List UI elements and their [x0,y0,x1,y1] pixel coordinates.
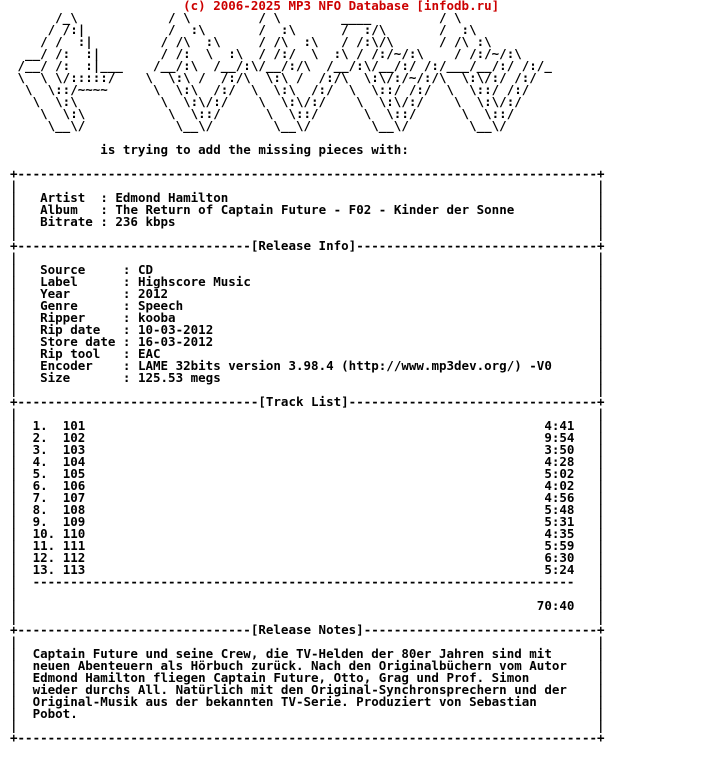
top-border: +-----------------------------------------------------------------------------+ [10,166,605,181]
track-list-header-label: [Track List] [258,394,349,409]
track-number: 9. [32,514,48,529]
notes-text: Original-Musik aus der bekannten TV-Serie. Produziert von Sebastian [32,694,537,709]
album-row-label: Album [40,202,78,217]
release-notes-header-label: [Release Notes] [250,622,364,637]
ascii-logo-text: / / :| / /\ :\ / /\ :\ / /:\/\ / /\ :\ [10,34,492,49]
track-number: 3. [32,442,48,457]
info-row: | Size : 125.53 megs | [10,370,605,385]
track-time: 5:02 [544,466,575,481]
notes-line: | Original-Musik aus der bekannten TV-Serie. Produziert von Sebastian | [10,694,605,709]
track-row: | 13. 113 5:24 | [10,562,605,577]
track-total-row: | 70:40 | [10,598,605,613]
blank-line: | | [10,406,605,421]
track-number: 1. [32,418,48,433]
track-title: 104 [62,454,86,469]
track-row: | 3. 103 3:50 | [10,442,605,457]
info-row-label: Encoder [40,358,93,373]
bottom-border: +-----------------------------------------------------------------------------+ [10,730,605,745]
track-title: 108 [62,502,86,517]
track-time: 4:28 [544,454,575,469]
track-time: 5:48 [544,502,575,517]
info-row: | Genre : Speech | [10,298,605,313]
track-row: | 9. 109 5:31 | [10,514,605,529]
ascii-logo-text: / /:| / :\ / :\ / :/\ / :\ [10,22,477,37]
track-time: 4:35 [544,526,575,541]
track-number: 13. [32,562,56,577]
track-title: 101 [62,418,86,433]
blank-line: | | [10,718,605,733]
notes-text: wieder durchs All. Natürlich mit den Original-Synchronsprechern und der [32,682,567,697]
blank-line: | | [10,586,605,601]
info-row-label: Label [40,274,78,289]
info-row: | Encoder : LAME 32bits version 3.98.4 (http://www.mp3dev.org/) -V0 | [10,358,605,373]
info-row: | Rip tool : EAC | [10,346,605,361]
track-title: 105 [62,466,86,481]
track-title: 102 [62,430,86,445]
artist-row: | Artist : Edmond Hamilton | [10,190,605,205]
header-credit: (c) 2006-2025 MP3 NFO Database [infodb.ru] [183,0,500,13]
blank-line: | | [10,610,605,625]
info-row-label: Source [40,262,86,277]
track-number: 11. [32,538,56,553]
total-time: 70:40 [536,598,575,613]
ascii-logo-text: \__\/ \__\/ \__\/ \__\/ \__\/ [10,118,507,133]
track-row: | 8. 108 5:48 | [10,502,605,517]
info-row: | Year : 2012 | [10,286,605,301]
track-title: 111 [62,538,86,553]
info-row-value: Speech [137,298,184,313]
tagline: is trying to add the missing pieces with: [10,142,409,157]
bitrate-row: | Bitrate : 236 kbps | [10,214,605,229]
info-row-label: Size [40,370,71,385]
ascii-logo-text: /_\ / \ / \ ____ / \ [10,10,462,25]
info-row-label: Rip tool [40,346,101,361]
ascii-logo-text: /__/ /: :|___ /__/:\ /__/:\/__/:/\ /__/:\/__/:/ /:/___/__/:/ /:/_ [10,58,552,73]
track-number: 12. [32,550,56,565]
track-row: | 10. 110 4:35 | [10,526,605,541]
track-row: | 2. 102 9:54 | [10,430,605,445]
ascii-logo-text: \ \ \/:::::/ \ \:\ / /:/\ \:\ / /:/\ \:\/:/~/:/\ \:\/:/ /:/ [10,70,537,85]
track-row: | 12. 112 6:30 | [10,550,605,565]
artist-row-label: Artist [40,190,86,205]
info-row-value: 125.53 megs [137,370,221,385]
notes-text: Captain Future und seine Crew, die TV-Helden der 80er Jahren sind mit [32,646,552,661]
release-info-header: +-------------------------------[Release Info]--------------------------------+ [10,238,605,253]
track-number: 2. [32,430,48,445]
notes-text: Edmond Hamilton fliegen Captain Future, Otto, Grag und Prof. Simon [32,670,530,685]
album-row-value: The Return of Captain Future - F02 - Kinder der Sonne [115,202,515,217]
info-row-label: Rip date [40,322,101,337]
info-row-label: Year [40,286,71,301]
notes-line: | Edmond Hamilton fliegen Captain Future, Otto, Grag und Prof. Simon | [10,670,605,685]
info-row-value: kooba [137,310,176,325]
track-total-rule: | ------------------------------------------------------------------------ | [10,574,605,589]
info-row-label: Genre [40,298,78,313]
track-number: 8. [32,502,48,517]
info-row: | Source : CD | [10,262,605,277]
notes-line: | Pobot. | [10,706,605,721]
info-row: | Ripper : kooba | [10,310,605,325]
info-row: | Store date : 16-03-2012 | [10,334,605,349]
track-number: 7. [32,490,48,505]
track-time: 9:54 [544,430,575,445]
notes-line: | Captain Future und seine Crew, die TV-Helden der 80er Jahren sind mit | [10,646,605,661]
notes-line: | neuen Abenteuern als Hörbuch zurück. Nach den Originalbüchern vom Autor | [10,658,605,673]
track-time: 5:31 [544,514,575,529]
track-title: 106 [62,478,86,493]
track-time: 4:56 [544,490,575,505]
bitrate-row-label: Bitrate [40,214,93,229]
tagline-line [10,144,712,156]
track-row: | 4. 104 4:28 | [10,454,605,469]
track-time: 6:30 [544,550,575,565]
track-title: 109 [62,514,86,529]
track-row: | 6. 106 4:02 | [10,478,605,493]
blank-line: | | [10,634,605,649]
track-title: 112 [62,550,86,565]
release-notes-header: +-------------------------------[Release Notes]-------------------------------+ [10,622,605,637]
track-row: | 5. 105 5:02 | [10,466,605,481]
ascii-logo-line [10,120,712,132]
track-number: 5. [32,466,48,481]
info-row-value: CD [137,262,154,277]
info-row-value: 10-03-2012 [137,322,214,337]
info-row-label: Ripper [40,310,86,325]
notes-line: | wieder durchs All. Natürlich mit den Original-Synchronsprechern und der | [10,682,605,697]
info-row-value: EAC [137,346,161,361]
artist-row-value: Edmond Hamilton [115,190,229,205]
track-title: 110 [62,526,86,541]
track-title: 113 [62,562,86,577]
track-title: 107 [62,490,86,505]
notes-text: neuen Abenteuern als Hörbuch zurück. Nach den Originalbüchern vom Autor [32,658,567,673]
album-row: | Album : The Return of Captain Future - F02 - Kinder der Sonne | [10,202,605,217]
blank-line: | | [10,382,605,397]
blank-line: | | [10,226,605,241]
track-time: 5:59 [544,538,575,553]
ascii-logo-text: \ \:\ \ \::/ \ \::/ \ \::/ \ \::/ [10,106,515,121]
info-row-label: Store date [40,334,116,349]
track-time: 4:02 [544,478,575,493]
ascii-logo-text: __/ /: :| / /: \ :\ / /:/ \ :\ / /:/~/:\ / /:/~/:\ [10,46,522,61]
release-info-header-label: [Release Info] [250,238,357,253]
track-number: 10. [32,526,56,541]
ascii-logo-text: \ \::/~~~~ \ \:\ /:/ \ \:\ /:/ \ \::/ /:/ \ \::/ /:/ [10,82,530,97]
blank-line: | | [10,178,605,193]
track-list-header: +--------------------------------[Track List]---------------------------------+ [10,394,605,409]
info-row-value: 16-03-2012 [137,334,214,349]
track-number: 6. [32,478,48,493]
track-row: | 7. 107 4:56 | [10,490,605,505]
track-row: | 1. 101 4:41 | [10,418,605,433]
info-row: | Label : Highscore Music | [10,274,605,289]
track-row: | 11. 111 5:59 | [10,538,605,553]
ascii-logo-text: \ \:\ \ \:\/:/ \ \:\/:/ \ \:\/:/ \ \:\/:/ [10,94,522,109]
track-time: 5:24 [544,562,575,577]
info-row-value: LAME 32bits version 3.98.4 (http://www.mp3dev.org/) -V0 [137,358,552,373]
track-time: 3:50 [544,442,575,457]
notes-text: Pobot. [32,706,78,721]
bitrate-row-value: 236 kbps [115,214,176,229]
info-row: | Rip date : 10-03-2012 | [10,322,605,337]
blank-line: | | [10,250,605,265]
info-row-value: Highscore Music [137,274,251,289]
track-time: 4:41 [544,418,575,433]
track-number: 4. [32,454,48,469]
track-title: 103 [62,442,86,457]
info-row-value: 2012 [137,286,169,301]
